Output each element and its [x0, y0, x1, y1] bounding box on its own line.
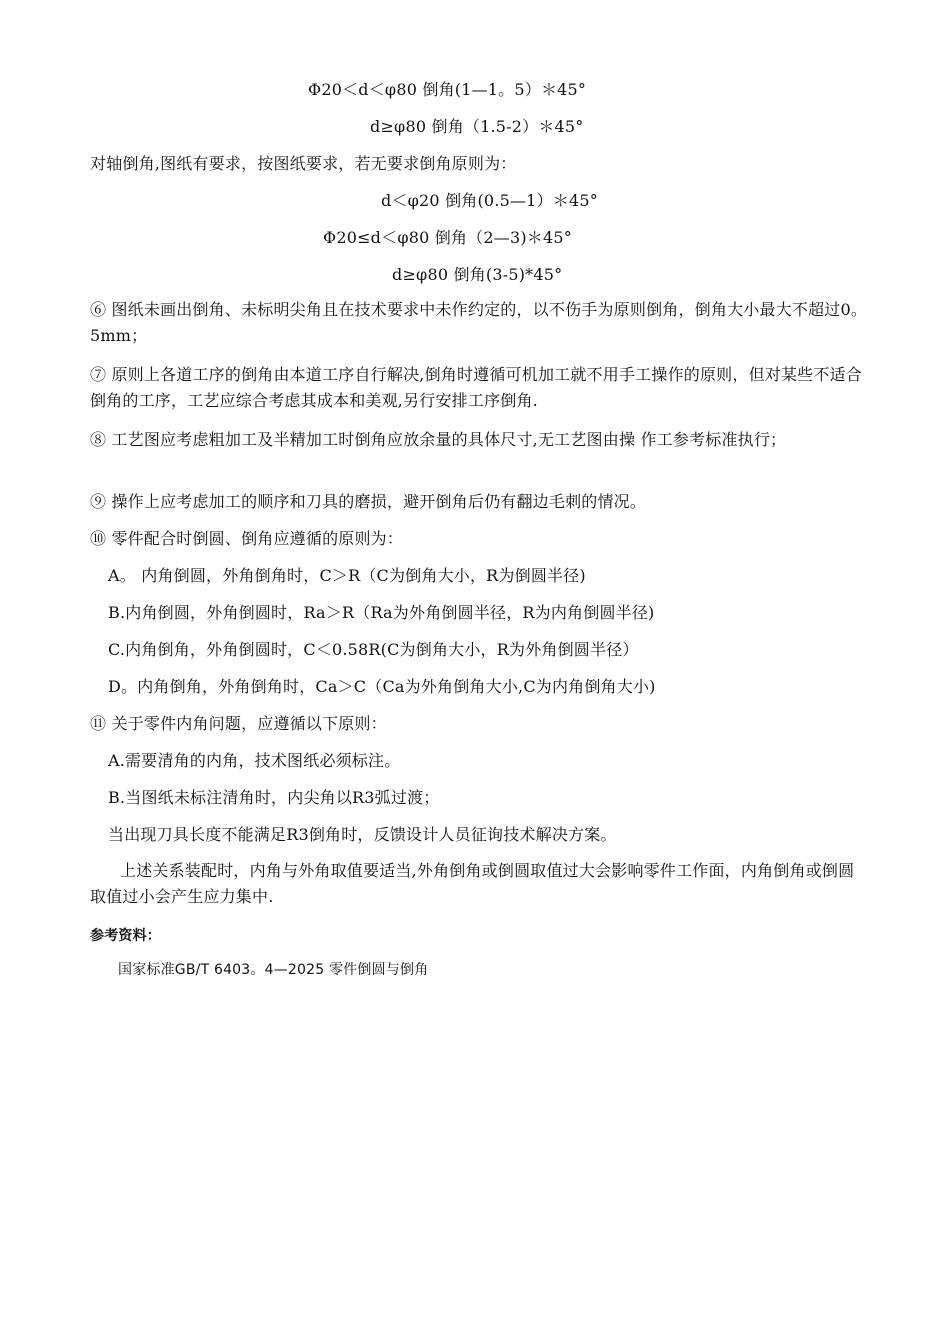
item-11-title: ⑪ 关于零件内角问题，应遵循以下原则：	[90, 714, 387, 733]
item-8: ⑧ 工艺图应考虑粗加工及半精加工时倒角应放余量的具体尺寸,无工艺图由操 作工参考标准执行；	[90, 430, 787, 449]
item-10-title: ⑩ 零件配合时倒圆、倒角应遵循的原则为：	[90, 529, 404, 548]
shaft-chamfer-rule-3: d≥φ80 倒角(3-5)*45°	[392, 265, 563, 284]
item-11-a: A.需要清角的内角，技术图纸必须标注。	[108, 751, 401, 770]
shaft-chamfer-rule-1: d＜φ20 倒角(0.5—1）＊45°	[381, 191, 598, 210]
summary-paragraph: 上述关系装配时，内角与外角取值要适当,外角倒角或倒圆取值过大会影响零件工作面，内角倒角或倒圆取值过小会产生应力集中.	[90, 861, 855, 906]
item-11-c: 当出现刀具长度不能满足R3倒角时，反馈设计人员征询技术解决方案。	[108, 825, 617, 844]
item-9: ⑨ 操作上应考虑加工的顺序和刀具的磨损，避开倒角后仍有翻边毛刺的情况。	[90, 492, 647, 511]
references-heading: 参考资料：	[90, 928, 161, 944]
shaft-chamfer-rule-2: Φ20≤d＜φ80 倒角（2—3)＊45°	[323, 228, 572, 247]
item-10-c: C.内角倒角，外角倒圆时，C＜0.58R(C为倒角大小，R为外角倒圆半径）	[108, 640, 639, 659]
hole-chamfer-rule-3: d≥φ80 倒角（1.5-2）＊45°	[370, 117, 584, 136]
item-10-a: A。 内角倒圆，外角倒角时，C＞R（C为倒角大小，R为倒圆半径)	[108, 566, 586, 585]
reference-item: 国家标准GB/T 6403。4—2025 零件倒圆与倒角	[118, 962, 429, 978]
item-6: ⑥ 图纸未画出倒角、未标明尖角且在技术要求中未作约定的，以不伤手为原则倒角，倒角大小最大不超过0。5mm；	[90, 300, 868, 345]
item-10-b: B.内角倒圆，外角倒圆时，Ra＞R（Ra为外角倒圆半径，R为内角倒圆半径)	[108, 603, 655, 622]
item-10-d: D。内角倒角，外角倒角时，Ca＞C（Ca为外角倒角大小,C为内角倒角大小)	[108, 677, 656, 696]
shaft-chamfer-intro: 对轴倒角,图纸有要求，按图纸要求，若无要求倒角原则为：	[90, 154, 517, 173]
item-7: ⑦ 原则上各道工序的倒角由本道工序自行解决,倒角时遵循可机加工就不用手工操作的原则，但对某些不适合倒角的工序，工艺应综合考虑其成本和美观,另行安排工序倒角.	[90, 365, 862, 410]
item-11-b: B.当图纸未标注清角时，内尖角以R3弧过渡；	[108, 788, 440, 807]
hole-chamfer-rule-2: Φ20＜d＜φ80 倒角(1—1。5）＊45°	[308, 80, 587, 99]
